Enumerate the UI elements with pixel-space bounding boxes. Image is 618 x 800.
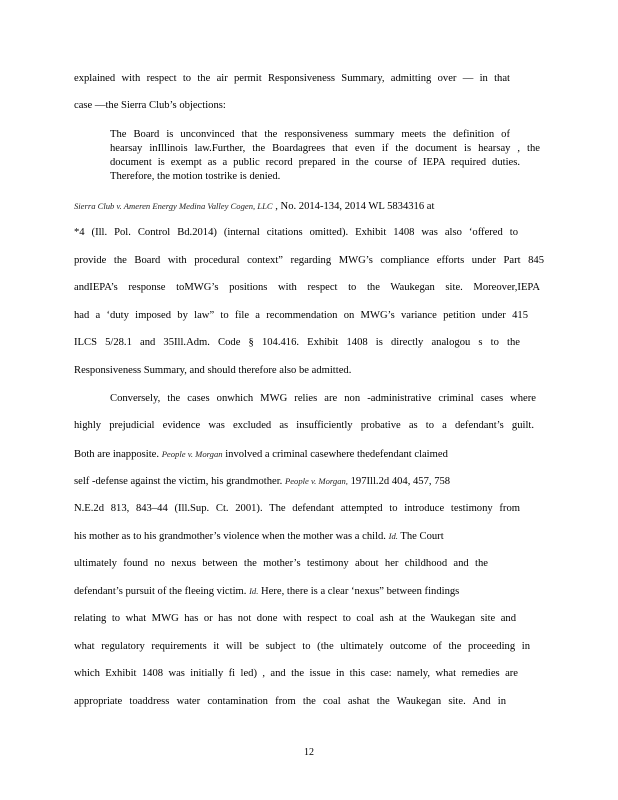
body-line: relating to what MWG has or has not done with respect to coal ash at the Waukegan site and [74, 613, 516, 624]
citation-line [74, 447, 534, 461]
sentence-fragment: his mother as to his grandmother’s violence when the mother was a child. [74, 531, 386, 542]
block-quote-line: The Board is unconvinced that the responsiveness summary meets the definition of [110, 129, 510, 140]
body-line: ILCS 5/28.1 and 35Ill.Adm. Code § 104.416. Exhibit 1408 is directly analogou s to the [74, 337, 520, 348]
body-line: Conversely, the cases onwhich MWG relies are non -administrative criminal cases where [110, 393, 536, 404]
sentence-fragment: The Court [400, 531, 444, 542]
sentence-fragment: defendant’s pursuit of the fleeing victim. [74, 586, 247, 597]
citation-line [74, 529, 534, 543]
citation-line [74, 199, 544, 213]
body-line: ultimately found no nexus between the mother’s testimony about her childhood and the [74, 558, 488, 569]
citation-line [74, 474, 534, 488]
sentence-fragment: Both are inapposite. [74, 449, 160, 460]
body-line: highly prejudicial evidence was excluded as insufficiently probative as to a defendant’s guilt. [74, 420, 534, 431]
block-quote-line: document is exempt as a public record prepared in the course of IEPA required duties. [110, 157, 520, 168]
body-line: which Exhibit 1408 was initially fi led) , and the issue in this case: namely, what remedies are [74, 668, 518, 679]
body-line: appropriate toaddress water contamination from the coal ashat the Waukegan site. And in [74, 696, 506, 707]
body-line: had a ‘duty imposed by law” to file a recommendation on MWG’s variance petition under 415 [74, 310, 528, 321]
citation-reporter: 197Ill.2d 404, 457, 758 [350, 476, 451, 487]
block-quote-line: Therefore, the motion tostrike is denied. [110, 171, 281, 182]
sentence-fragment: Here, there is a clear ‘nexus” between findings [261, 586, 460, 597]
body-line: N.E.2d 813, 843–44 (Ill.Sup. Ct. 2001). The defendant attempted to introduce testimony from [74, 503, 520, 514]
sentence-fragment: self -defense against the victim, his grandmother. [74, 476, 283, 487]
block-quote-line: hearsay inIllinois law.Further, the Boardagrees that even if the document is hearsay , the [110, 143, 540, 154]
case-citation: People v. Morgan, [284, 476, 348, 486]
page-number: 12 [304, 747, 314, 758]
case-citation: People v. Morgan [161, 449, 223, 459]
id-citation: Id. [388, 531, 398, 541]
sentence-fragment: involved a criminal casewhere thedefendant claimed [225, 449, 448, 460]
body-line: *4 (Ill. Pol. Control Bd.2014) (internal citations omitted). Exhibit 1408 was also ‘offered to [74, 227, 518, 238]
case-citation: Sierra Club v. Ameren Energy Medina Valley Cogen, LLC [74, 201, 273, 211]
body-line: case —the Sierra Club’s objections: [74, 100, 226, 111]
body-line: explained with respect to the air permit Responsiveness Summary, admitting over — in that [74, 73, 510, 84]
body-line: provide the Board with procedural context” regarding MWG’s compliance efforts under Part 845 [74, 255, 544, 266]
body-line: what regulatory requirements it will be subject to (the ultimately outcome of the proceeding in [74, 641, 530, 652]
body-line: Responsiveness Summary, and should therefore also be admitted. [74, 365, 352, 376]
citation-line [74, 584, 534, 598]
id-citation: Id. [249, 586, 259, 596]
body-line: andIEPA’s response toMWG’s positions with respect to the Waukegan site. Moreover,IEPA [74, 282, 540, 293]
citation-reporter: , No. 2014-134, 2014 WL 5834316 at [275, 201, 435, 212]
